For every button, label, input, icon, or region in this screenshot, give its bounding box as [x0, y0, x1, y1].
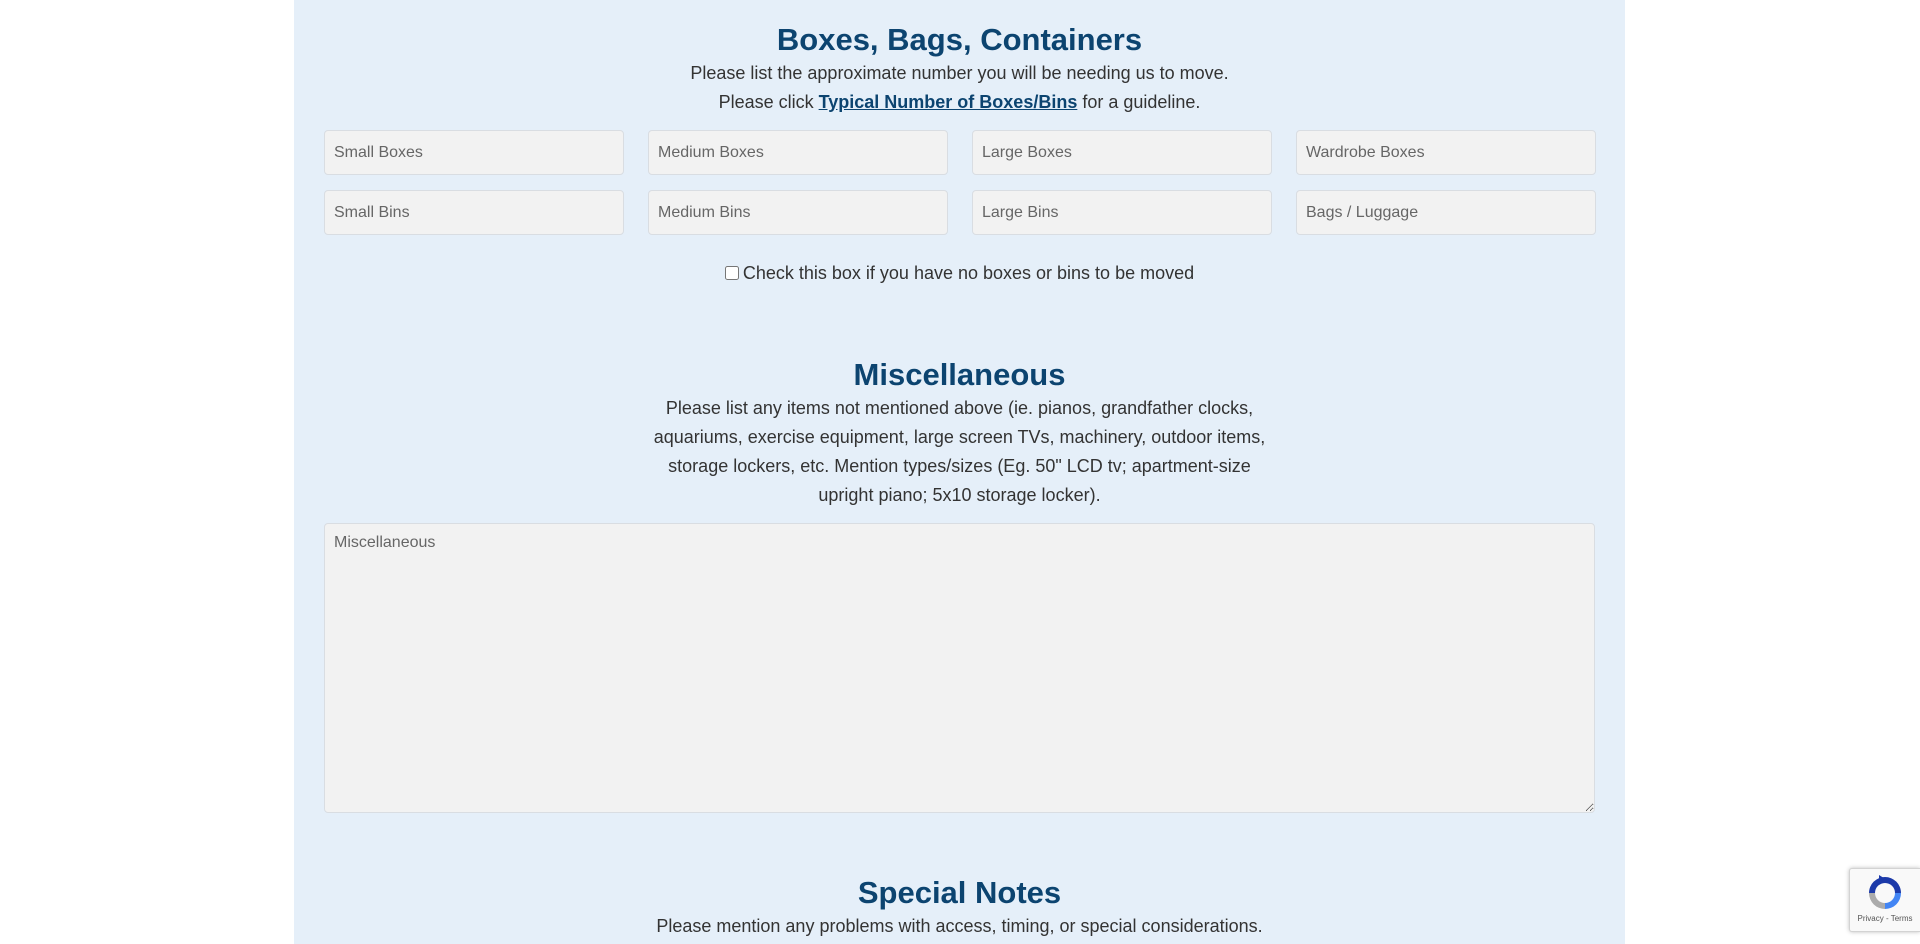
typical-boxes-link[interactable]: Typical Number of Boxes/Bins	[818, 92, 1078, 112]
small-bins-input[interactable]	[324, 190, 624, 235]
small-boxes-input[interactable]	[324, 130, 624, 175]
notes-section-description: Please mention any problems with access, timing, or special considerations.	[656, 916, 1263, 936]
medium-bins-input[interactable]	[648, 190, 948, 235]
large-boxes-input[interactable]	[972, 130, 1272, 175]
miscellaneous-textarea[interactable]	[324, 523, 1595, 813]
boxes-section-title: Boxes, Bags, Containers	[776, 22, 1143, 57]
misc-section-header	[294, 356, 1625, 510]
misc-section-title: Miscellaneous	[853, 357, 1066, 392]
guideline-prefix: Please click	[718, 92, 819, 112]
form-panel	[294, 0, 1625, 944]
wardrobe-boxes-input[interactable]	[1296, 130, 1596, 175]
medium-boxes-input[interactable]	[648, 130, 948, 175]
no-boxes-checkbox[interactable]	[725, 266, 739, 280]
recaptcha-badge[interactable]	[1849, 868, 1920, 932]
boxes-section-header	[294, 21, 1625, 117]
misc-section-description: Please list any items not mentioned above (ie. pianos, grandfather clocks, aquariums, exercise equipment, large screen TVs, machinery, outdoor items, storage lockers, etc. Mention types/sizes (Eg. 50" LCD tv; apartment-size upright piano; 5x10 storage locker).	[653, 398, 1266, 505]
boxes-section-description: Please list the approximate number you will be needing us to move.	[690, 63, 1229, 83]
recaptcha-logo-icon	[1865, 873, 1905, 913]
notes-section-header	[294, 874, 1625, 941]
guideline-suffix: for a guideline.	[1077, 92, 1201, 112]
no-boxes-checkbox-row[interactable]	[294, 261, 1625, 285]
large-bins-input[interactable]	[972, 190, 1272, 235]
no-boxes-checkbox-label: Check this box if you have no boxes or bins to be moved	[742, 263, 1195, 283]
bags-luggage-input[interactable]	[1296, 190, 1596, 235]
boxes-guideline-line	[294, 88, 1625, 117]
recaptcha-privacy-terms[interactable]: Privacy - Terms	[1857, 914, 1913, 923]
notes-section-title: Special Notes	[857, 875, 1062, 910]
